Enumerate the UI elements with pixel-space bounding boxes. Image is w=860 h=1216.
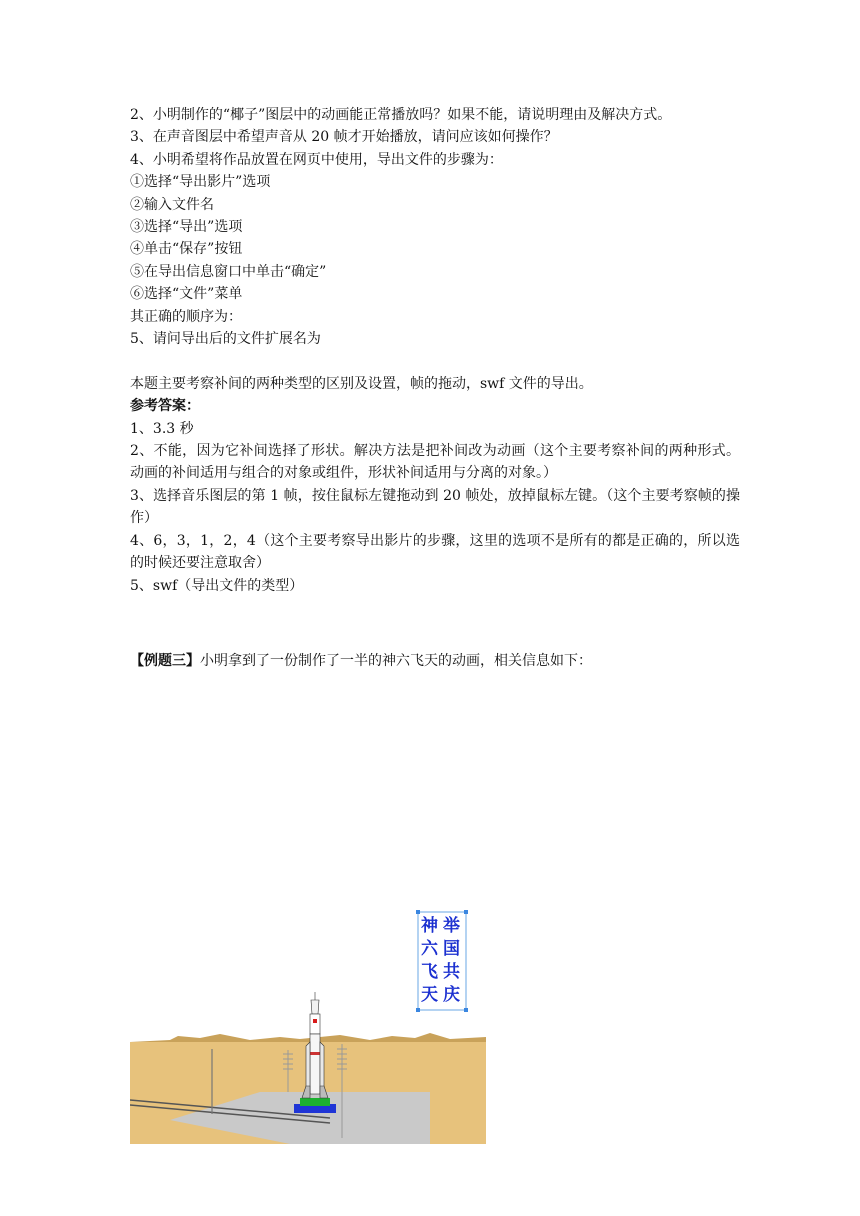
banner-char: 国 bbox=[443, 939, 460, 959]
question-5: 5、请问导出后的文件扩展名为 bbox=[130, 331, 321, 348]
summary-text: 本题主要考察补间的两种类型的区别及设置，帧的拖动，swf 文件的导出。 bbox=[130, 375, 593, 392]
option-3: ③选择“导出”选项 bbox=[130, 219, 243, 236]
rocket-launch-scene bbox=[130, 906, 486, 1144]
option-4: ④单击“保存”按钮 bbox=[130, 241, 243, 258]
answer-3: 3、选择音乐图层的第 1 帧，按住鼠标左键拖动到 20 帧处，放掉鼠标左键。（这个主要考察帧的操作） bbox=[130, 487, 740, 527]
answer-1: 1、3.3 秒 bbox=[130, 420, 194, 437]
option-6: ⑥选择“文件”菜单 bbox=[130, 286, 243, 303]
order-prompt: 其正确的顺序为： bbox=[130, 308, 242, 325]
banner-char: 共 bbox=[443, 962, 460, 982]
example-tag: 【例题三】 bbox=[130, 653, 200, 669]
option-1: ①选择“导出影片”选项 bbox=[130, 174, 271, 191]
question-3: 3、在声音图层中希望声音从 20 帧才开始播放，请问应该如何操作？ bbox=[130, 129, 558, 146]
banner-char: 举 bbox=[443, 916, 460, 936]
banner-char: 庆 bbox=[443, 985, 460, 1005]
document-body bbox=[130, 104, 740, 597]
question-2: 2、小明制作的“椰子”图层中的动画能正常播放吗？如果不能，请说明理由及解决方式。 bbox=[130, 107, 672, 123]
banner-char: 神 bbox=[421, 916, 438, 936]
example-text: 小明拿到了一份制作了一半的神六飞天的动画，相关信息如下： bbox=[200, 653, 592, 669]
answer-5: 5、swf（导出文件的类型） bbox=[130, 577, 304, 594]
banner-char: 天 bbox=[421, 985, 438, 1005]
answer-heading: 参考答案： bbox=[130, 398, 200, 415]
option-5: ⑤在导出信息窗口中单击“确定” bbox=[130, 263, 327, 280]
option-2: ②输入文件名 bbox=[130, 196, 214, 213]
banner-char: 六 bbox=[421, 939, 438, 959]
launch-base-green bbox=[300, 1098, 330, 1106]
banner-char: 飞 bbox=[421, 962, 438, 982]
slogan-banner bbox=[416, 910, 468, 1012]
answer-4: 4、6，3，1，2，4（这个主要考察导出影片的步骤，这里的选项不是所有的都是正确的，所以选的时候还要注意取舍） bbox=[130, 532, 740, 572]
example-three bbox=[130, 650, 592, 672]
question-4: 4、小明希望将作品放置在网页中使用，导出文件的步骤为： bbox=[130, 151, 503, 168]
blank-line bbox=[130, 350, 740, 372]
answer-2: 2、不能，因为它补间选择了形状。解决方法是把补间改为动画（这个主要考察补间的两种形式。动画的补间适用与组合的对象或组件，形状补间适用与分离的对象。） bbox=[130, 443, 740, 482]
